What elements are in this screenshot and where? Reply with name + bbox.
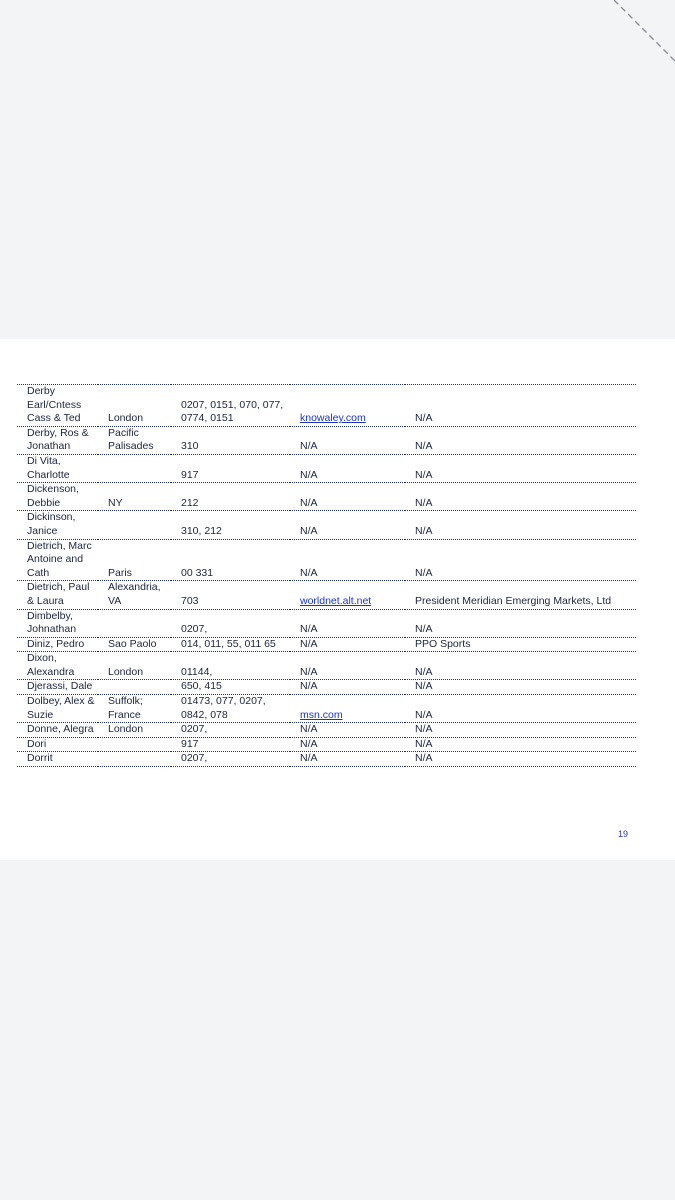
name-cell: Derby Earl/Cntess Cass & Ted xyxy=(17,385,98,427)
table-row xyxy=(17,609,636,637)
website-cell[interactable]: worldnet.alt.net xyxy=(290,581,405,609)
company-cell: President Meridian Emerging Markets, Ltd xyxy=(405,581,636,609)
location-cell: Sao Paolo xyxy=(98,637,171,652)
name-cell: Di Vita, Charlotte xyxy=(17,454,98,482)
location-cell xyxy=(98,454,171,482)
phone-cell: 310 xyxy=(171,426,290,454)
website-cell: N/A xyxy=(290,652,405,680)
contacts-table xyxy=(17,384,636,767)
table-row xyxy=(17,511,636,539)
table-row xyxy=(17,652,636,680)
location-cell: Suffolk; France xyxy=(98,695,171,723)
table-row xyxy=(17,637,636,652)
website-cell: N/A xyxy=(290,539,405,581)
company-cell: N/A xyxy=(405,737,636,752)
website-cell: N/A xyxy=(290,737,405,752)
table-row xyxy=(17,385,636,427)
table-row xyxy=(17,737,636,752)
name-cell: Dickenson, Debbie xyxy=(17,483,98,511)
table-row xyxy=(17,723,636,738)
phone-cell: 310, 212 xyxy=(171,511,290,539)
website-cell: N/A xyxy=(290,723,405,738)
phone-cell: 703 xyxy=(171,581,290,609)
table-row xyxy=(17,539,636,581)
phone-cell: 650, 415 xyxy=(171,680,290,695)
location-cell xyxy=(98,680,171,695)
name-cell: Dietrich, Marc Antoine and Cath xyxy=(17,539,98,581)
table-row xyxy=(17,752,636,767)
location-cell xyxy=(98,609,171,637)
name-cell: Dori xyxy=(17,737,98,752)
table-row xyxy=(17,680,636,695)
location-cell xyxy=(98,737,171,752)
name-cell: Dimbelby, Johnathan xyxy=(17,609,98,637)
website-cell: N/A xyxy=(290,454,405,482)
location-cell: Pacific Palisades xyxy=(98,426,171,454)
company-cell: N/A xyxy=(405,483,636,511)
table-row xyxy=(17,483,636,511)
phone-cell: 0207, xyxy=(171,752,290,767)
phone-cell: 014, 011, 55, 011 65 xyxy=(171,637,290,652)
phone-cell: 01473, 077, 0207, 0842, 078 xyxy=(171,695,290,723)
location-cell: London xyxy=(98,652,171,680)
website-cell: N/A xyxy=(290,511,405,539)
website-cell[interactable]: knowaley.com xyxy=(290,385,405,427)
phone-cell: 01144, xyxy=(171,652,290,680)
company-cell: N/A xyxy=(405,680,636,695)
company-cell: N/A xyxy=(405,426,636,454)
name-cell: Djerassi, Dale xyxy=(17,680,98,695)
company-cell: N/A xyxy=(405,385,636,427)
document-page xyxy=(0,339,675,860)
company-cell: PPO Sports xyxy=(405,637,636,652)
name-cell: Dixon, Alexandra xyxy=(17,652,98,680)
name-cell: Dolbey, Alex & Suzie xyxy=(17,695,98,723)
location-cell xyxy=(98,511,171,539)
phone-cell: 0207, 0151, 070, 077, 0774, 0151 xyxy=(171,385,290,427)
company-cell: N/A xyxy=(405,723,636,738)
phone-cell: 917 xyxy=(171,737,290,752)
table-row xyxy=(17,581,636,609)
company-cell: N/A xyxy=(405,454,636,482)
name-cell: Derby, Ros & Jonathan xyxy=(17,426,98,454)
location-cell: Paris xyxy=(98,539,171,581)
phone-cell: 212 xyxy=(171,483,290,511)
name-cell: Dickinson, Janice xyxy=(17,511,98,539)
location-cell: London xyxy=(98,723,171,738)
company-cell: N/A xyxy=(405,511,636,539)
table-row xyxy=(17,695,636,723)
table-row xyxy=(17,454,636,482)
phone-cell: 00 331 xyxy=(171,539,290,581)
company-cell: N/A xyxy=(405,539,636,581)
company-cell: N/A xyxy=(405,652,636,680)
website-cell: N/A xyxy=(290,680,405,695)
phone-cell: 0207, xyxy=(171,723,290,738)
name-cell: Dorrit xyxy=(17,752,98,767)
location-cell: NY xyxy=(98,483,171,511)
location-cell: London xyxy=(98,385,171,427)
company-cell: N/A xyxy=(405,695,636,723)
name-cell: Diniz, Pedro xyxy=(17,637,98,652)
name-cell: Donne, Alegra xyxy=(17,723,98,738)
page-curl-icon xyxy=(614,0,675,62)
location-cell: Alexandria, VA xyxy=(98,581,171,609)
website-cell[interactable]: msn.com xyxy=(290,695,405,723)
website-cell: N/A xyxy=(290,483,405,511)
name-cell: Dietrich, Paul & Laura xyxy=(17,581,98,609)
company-cell: N/A xyxy=(405,752,636,767)
phone-cell: 0207, xyxy=(171,609,290,637)
location-cell xyxy=(98,752,171,767)
phone-cell: 917 xyxy=(171,454,290,482)
website-cell: N/A xyxy=(290,609,405,637)
table-row xyxy=(17,426,636,454)
website-cell: N/A xyxy=(290,752,405,767)
website-cell: N/A xyxy=(290,637,405,652)
page-number: 19 xyxy=(618,829,629,839)
website-cell: N/A xyxy=(290,426,405,454)
company-cell: N/A xyxy=(405,609,636,637)
